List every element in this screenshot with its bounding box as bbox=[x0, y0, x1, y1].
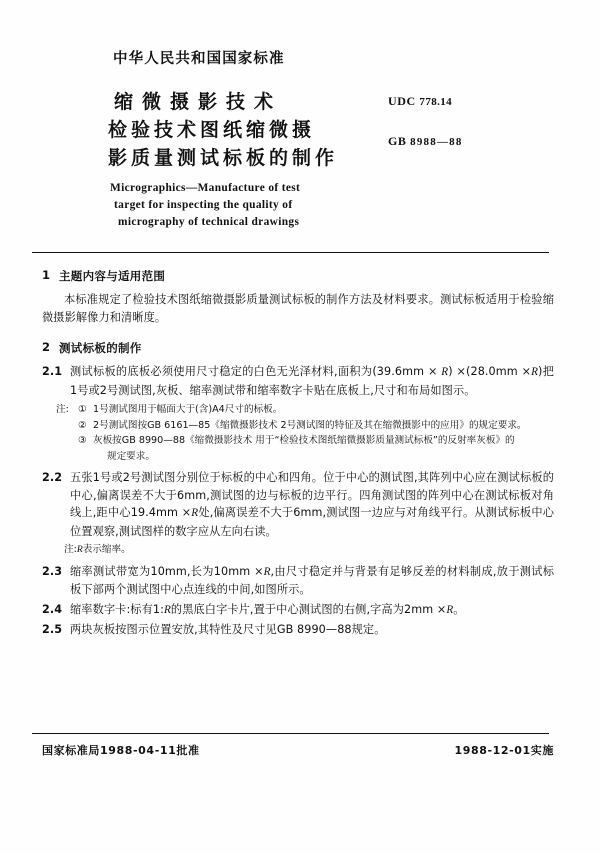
notes-label: 注: bbox=[56, 404, 69, 415]
section-title-1: 主题内容与适用范围 bbox=[59, 269, 166, 283]
clause-number-2-5: 2.5 bbox=[42, 623, 63, 636]
clause-2-1 bbox=[42, 363, 554, 399]
clause-2-3-italic1: R bbox=[263, 565, 271, 578]
note-row-3 bbox=[42, 433, 554, 449]
clause-number-2-2: 2.2 bbox=[42, 471, 63, 484]
note-row-1 bbox=[42, 402, 554, 418]
clause-2-3-part1: 缩率测试带宽为10mm,长为10mm × bbox=[70, 564, 264, 578]
approval-statement: 国家标准局1988-04-11批准 bbox=[42, 744, 200, 757]
note-2-2-italic: R bbox=[76, 544, 83, 555]
clause-2-2 bbox=[42, 469, 554, 540]
udc-number: 778.14 bbox=[419, 96, 453, 108]
gb-code bbox=[388, 134, 463, 149]
note-text-3: 灰板按GB 8990—88《缩微摄影技术 用于“检验技术图纸缩微摄影质量测试标板”的反射率灰板》的 bbox=[93, 435, 515, 446]
udc-label: UDC bbox=[388, 94, 416, 108]
udc-code bbox=[388, 94, 463, 109]
note-label-spacer-3 bbox=[56, 433, 78, 449]
clause-2-4 bbox=[42, 601, 554, 620]
clause-2-4-italic2: R bbox=[446, 603, 454, 616]
clause-2-2-part2: 处,偏离误差不大于6mm,测试图一边应与对角线平行。从测试标板中心位置观察,测试图样的数字应从左向右读。 bbox=[70, 506, 555, 538]
english-title-line-3: micrography of technical drawings bbox=[118, 216, 300, 228]
gb-number: 8988—88 bbox=[410, 136, 463, 148]
document-body bbox=[42, 268, 554, 641]
section-number-1: 1 bbox=[42, 268, 51, 282]
note-text-3-continued: 规定要求。 bbox=[107, 450, 155, 462]
clause-2-4-part3: 。 bbox=[453, 602, 465, 616]
note-2-2-text: 表示缩率。 bbox=[82, 544, 131, 555]
clause-text-2-5: 两块灰板按图示位置安放,其特性及尺寸见GB 8990—88规定。 bbox=[70, 623, 386, 636]
standard-codes bbox=[388, 94, 463, 149]
section-heading-1 bbox=[42, 268, 554, 284]
clause-2-2-italic1: R bbox=[191, 507, 199, 519]
clause-text-2-2 bbox=[70, 469, 554, 540]
clause-2-3-part2: ,由尺寸稳定并与背景有足够反差的材料制成,放于测试标板下部两个测试图中心点连线的中间,如图所示。 bbox=[70, 564, 554, 596]
clause-number-2-3: 2.3 bbox=[42, 564, 63, 578]
title-line-3: 影质量测试标板的制作 bbox=[108, 147, 339, 169]
note-label-spacer-2 bbox=[56, 418, 78, 434]
footer-divider bbox=[32, 733, 549, 734]
notes-list-2-1 bbox=[42, 402, 554, 464]
note-text-2: 2号测试图按GB 6161—85《缩微摄影技术 2号测试图的特征及其在缩微摄影中的应用》的规定要求。 bbox=[93, 419, 527, 431]
section-heading-2 bbox=[42, 340, 554, 356]
english-title bbox=[110, 180, 370, 231]
implementation-statement: 1988-12-01实施 bbox=[454, 744, 554, 757]
gb-label: GB bbox=[388, 134, 407, 148]
note-2-2-label: 注: bbox=[64, 544, 77, 555]
note-row-2 bbox=[42, 418, 554, 434]
english-title-line-2: target for inspecting the quality of bbox=[114, 199, 293, 211]
title-line-1: 缩微摄影技术 bbox=[114, 91, 283, 113]
clause-2-1-italic2: R bbox=[531, 366, 539, 378]
header-divider bbox=[32, 252, 549, 253]
clause-2-5 bbox=[42, 621, 554, 639]
note-marker-1: ① bbox=[78, 404, 87, 415]
note-marker-3: ③ bbox=[78, 435, 87, 446]
title-line-2: 检验技术图纸缩微摄 bbox=[108, 119, 316, 141]
clause-2-1-italic1: R bbox=[441, 366, 449, 378]
clause-number-2-4: 2.4 bbox=[42, 602, 63, 616]
clause-2-4-italic1: R bbox=[163, 603, 171, 616]
section-number-2: 2 bbox=[42, 340, 51, 354]
clause-2-4-part1: 缩率数字卡:标有1: bbox=[70, 602, 164, 616]
english-title-line-1: Micrographics—Manufacture of test bbox=[110, 182, 301, 194]
issuing-authority: 中华人民共和国国家标准 bbox=[113, 51, 285, 67]
clause-2-3 bbox=[42, 563, 554, 599]
note-2-2 bbox=[42, 542, 554, 558]
section-1-paragraph: 本标准规定了检验技术图纸缩微摄影质量测试标板的制作方法及材料要求。测试标板适用于检验缩微摄影解像力和清晰度。 bbox=[42, 293, 554, 324]
clause-2-1-part2: ) ×(28.0mm × bbox=[448, 365, 532, 378]
document-title bbox=[108, 88, 368, 172]
section-title-2: 测试标板的制作 bbox=[59, 341, 142, 355]
note-text-1: 1号测试图用于幅面大于(含)A4尺寸的标板。 bbox=[93, 404, 283, 415]
clause-2-4-part2: 的黑底白字卡片,置于中心测试图的右侧,字高为2mm × bbox=[170, 602, 447, 616]
clause-text-2-1 bbox=[70, 363, 554, 399]
clause-2-1-part3: )把1号或2号测试图,灰板、缩率测试带和缩率数字卡贴在底板上,尺寸和布局如图示。 bbox=[70, 365, 554, 397]
note-marker-2: ② bbox=[78, 419, 87, 431]
clause-number-2-1: 2.1 bbox=[42, 365, 63, 378]
clause-2-2-part1: 五张1号或2号测试图分别位于标板的中心和四角。位于中心的测试图,其阵列中心应在测试标板的中心,偏离误差不大于6mm,测试图的边与标板的边平行。四角测试图的阵列中心在测试标板对角线上,距中心19.4mm × bbox=[70, 471, 554, 519]
clause-text-2-3 bbox=[70, 563, 554, 599]
clause-text-2-4 bbox=[70, 601, 554, 620]
clause-2-1-part1: 测试标板的底板必须使用尺寸稳定的白色无光泽材料,面积为(39.6mm × bbox=[70, 365, 442, 378]
